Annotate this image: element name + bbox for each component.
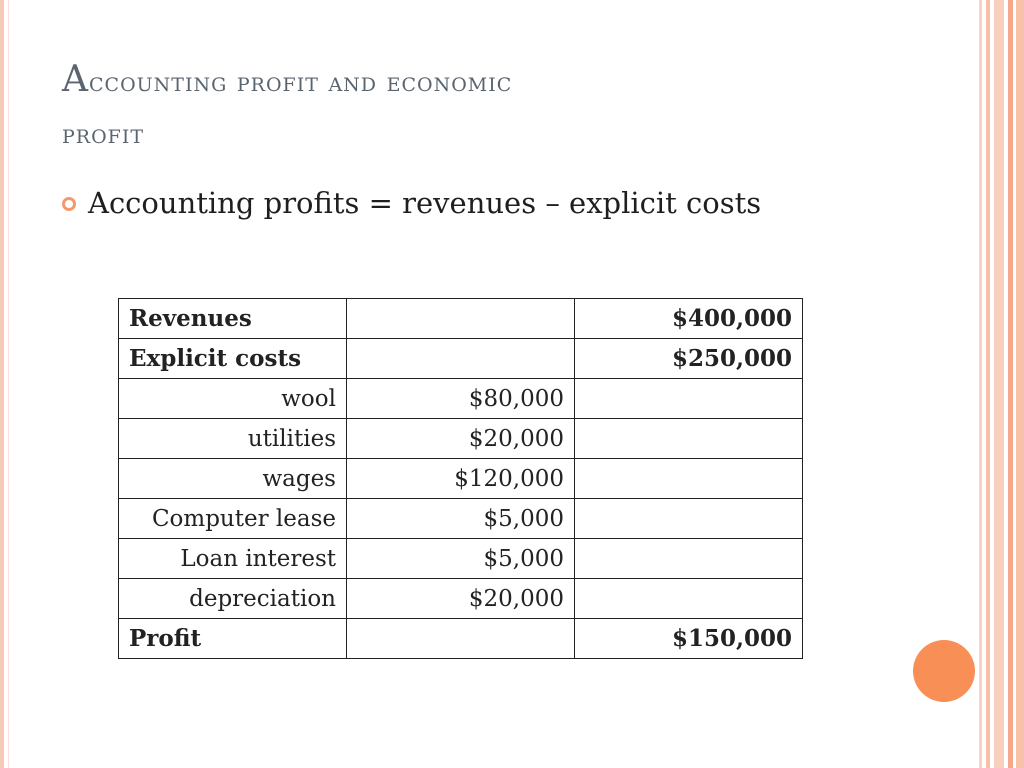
right-decor-stripe — [994, 0, 1004, 768]
right-decor-stripe — [1016, 0, 1024, 768]
left-border-stripe — [0, 0, 4, 768]
row-label: Explicit costs — [119, 339, 347, 379]
table-row — [119, 339, 803, 379]
row-total: $250,000 — [575, 339, 803, 379]
row-detail — [347, 619, 575, 659]
row-detail — [347, 299, 575, 339]
table-row — [119, 419, 803, 459]
row-label: utilities — [119, 419, 347, 459]
right-decor-stripe — [979, 0, 982, 768]
table-row — [119, 299, 803, 339]
row-total — [575, 419, 803, 459]
row-detail — [347, 339, 575, 379]
row-label: depreciation — [119, 579, 347, 619]
row-label: Loan interest — [119, 539, 347, 579]
row-total — [575, 459, 803, 499]
row-detail: $20,000 — [347, 419, 575, 459]
bullet-item — [62, 186, 761, 220]
table-row — [119, 459, 803, 499]
table-row — [119, 619, 803, 659]
row-detail: $20,000 — [347, 579, 575, 619]
table-row — [119, 539, 803, 579]
table-row — [119, 579, 803, 619]
row-label: Computer lease — [119, 499, 347, 539]
row-total — [575, 379, 803, 419]
right-decor-stripe — [986, 0, 990, 768]
accounting-table — [118, 298, 803, 659]
row-label: wages — [119, 459, 347, 499]
row-detail: $80,000 — [347, 379, 575, 419]
title-line1: ccounting profit and economic — [89, 67, 513, 98]
bullet-text: Accounting profits = revenues – explicit costs — [88, 186, 762, 220]
table-row — [119, 499, 803, 539]
row-total — [575, 579, 803, 619]
right-decor-stripe — [1008, 0, 1013, 768]
row-label: wool — [119, 379, 347, 419]
table-row — [119, 379, 803, 419]
bullet-ring-icon — [62, 197, 76, 211]
row-label: Revenues — [119, 299, 347, 339]
left-border-line — [8, 0, 9, 768]
row-total: $150,000 — [575, 619, 803, 659]
row-label: Profit — [119, 619, 347, 659]
row-detail: $120,000 — [347, 459, 575, 499]
row-total: $400,000 — [575, 299, 803, 339]
title-line2: profit — [62, 119, 145, 150]
title-initial: A — [62, 59, 89, 100]
row-detail: $5,000 — [347, 539, 575, 579]
slide-title — [62, 54, 922, 161]
row-total — [575, 539, 803, 579]
decorative-circle — [913, 640, 975, 702]
row-detail: $5,000 — [347, 499, 575, 539]
row-total — [575, 499, 803, 539]
